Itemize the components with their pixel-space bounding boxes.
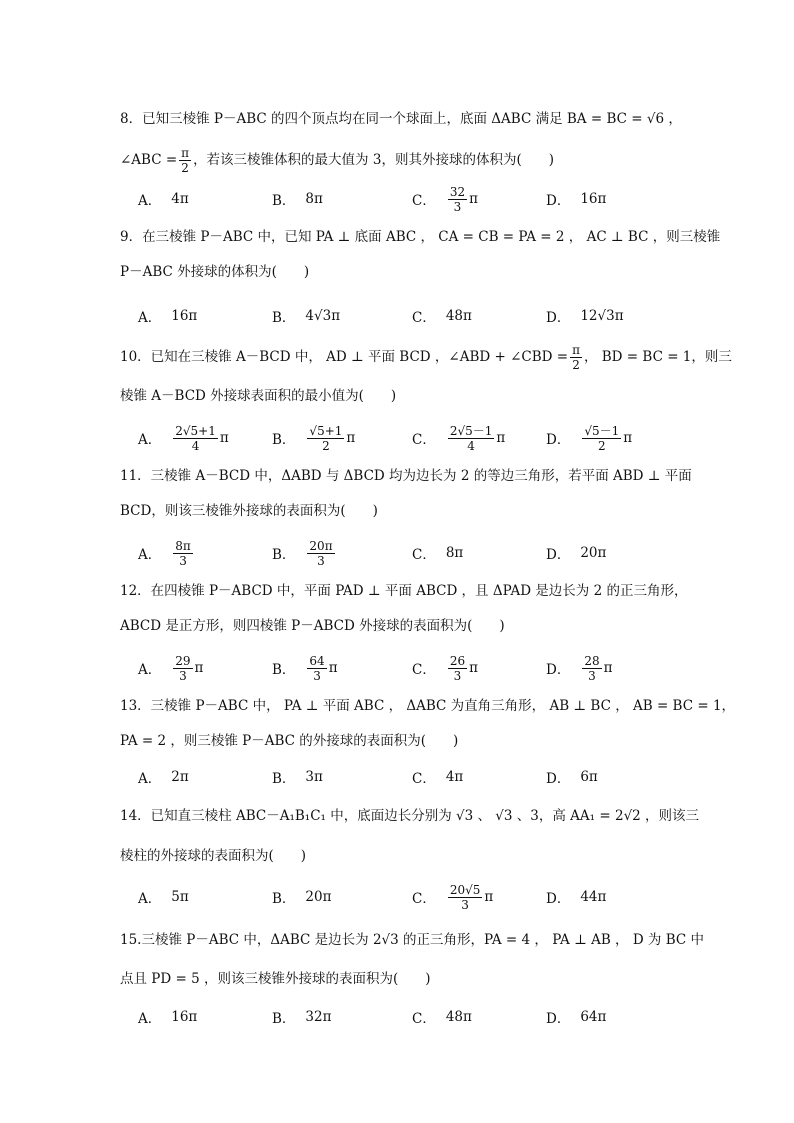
frac-num: √5+1 xyxy=(309,423,343,438)
frac-den: 3 xyxy=(453,199,462,214)
frac-num: 28 xyxy=(584,653,600,668)
frac-den: 3 xyxy=(317,553,325,568)
option-label: B． xyxy=(272,432,296,448)
option-value: 20π xyxy=(305,889,332,905)
option-suffix: π xyxy=(469,191,478,207)
option-value: 3π xyxy=(305,769,323,785)
q8-line2-pre: ∠ABC = xyxy=(120,152,178,168)
q12-option-c[interactable] xyxy=(412,651,478,685)
option-value: 16π xyxy=(171,308,198,324)
q14-option-a[interactable] xyxy=(138,880,189,914)
option-suffix: π xyxy=(469,660,478,676)
frac-den: 3 xyxy=(179,668,187,683)
option-label: D． xyxy=(546,662,571,678)
q12-option-b[interactable] xyxy=(272,651,338,685)
q11-options xyxy=(138,536,698,570)
q11-line2: BCD，则该三棱锥外接球的表面积为( ) xyxy=(120,503,378,519)
frac-den: 2 xyxy=(572,358,580,372)
q10-line2: 棱锥 A－BCD 外接球表面积的最小值为( ) xyxy=(120,388,397,404)
q15-option-b[interactable] xyxy=(272,1000,331,1034)
q15-line2: 点且 PD = 5 ，则该三棱锥外接球的表面积为( ) xyxy=(120,971,431,987)
option-value: 5π xyxy=(171,889,189,905)
option-label: B． xyxy=(272,891,296,907)
q8-line2 xyxy=(120,146,698,175)
q11-option-a[interactable] xyxy=(138,536,195,570)
option-value: 4√3π xyxy=(305,308,341,324)
frac-num: √5－1 xyxy=(584,423,620,438)
frac-num: 26 xyxy=(449,653,466,668)
option-label: B． xyxy=(272,662,296,678)
q14-options xyxy=(138,880,698,914)
option-value: 6π xyxy=(580,769,598,785)
q15-option-d[interactable] xyxy=(546,1000,606,1034)
option-fraction xyxy=(307,654,326,683)
q13-option-a[interactable] xyxy=(138,760,189,794)
q13-options xyxy=(138,760,698,794)
q9-options xyxy=(138,299,698,333)
q11-option-c[interactable] xyxy=(412,536,463,570)
q13-line2: PA = 2 ，则三棱锥 P－ABC 的外接球的表面积为( ) xyxy=(120,733,459,749)
option-label: C． xyxy=(412,193,436,209)
q11-option-b[interactable] xyxy=(272,536,337,570)
q11-line1: 11．三棱锥 A－BCD 中，ΔABD 与 ΔBCD 均为边长为 2 的等边三角形，若平面 ABD ⊥ 平面 xyxy=(120,468,692,484)
option-label: A． xyxy=(138,432,162,448)
q9-line1: 9．在三棱锥 P－ABC 中，已知 PA ⊥ 底面 ABC ， CA = CB = PA = 2 ， AC ⊥ BC ，则三棱锥 xyxy=(120,229,721,245)
frac-num: 8π xyxy=(175,538,191,553)
frac-num: 2√5+1 xyxy=(175,423,216,438)
q8-angle-fraction xyxy=(179,146,191,175)
option-label: D． xyxy=(546,432,571,448)
frac-den: 2 xyxy=(181,161,189,175)
q10-option-b[interactable] xyxy=(272,421,355,455)
option-suffix: π xyxy=(623,430,633,446)
frac-num: 2√5－1 xyxy=(449,423,493,438)
frac-den: 3 xyxy=(588,668,596,683)
q13-option-d[interactable] xyxy=(546,760,598,794)
option-value: 12√3π xyxy=(580,308,624,324)
option-value: 32π xyxy=(305,1009,332,1025)
frac-den: 3 xyxy=(313,668,321,683)
frac-den: 3 xyxy=(179,553,187,568)
frac-num: 32 xyxy=(449,184,466,199)
option-label: A． xyxy=(138,891,162,907)
frac-num: 29 xyxy=(175,653,191,668)
q9-option-b[interactable] xyxy=(272,299,340,333)
q15-options xyxy=(138,1000,698,1034)
q14-option-c[interactable] xyxy=(412,880,493,914)
option-suffix: π xyxy=(484,889,494,905)
frac-num: π xyxy=(181,146,190,160)
option-label: A． xyxy=(138,662,162,678)
option-label: A． xyxy=(138,310,162,326)
q9-option-d[interactable] xyxy=(546,299,624,333)
q12-option-d[interactable] xyxy=(546,651,612,685)
option-label: D． xyxy=(546,1011,571,1027)
q10-line1-post: ， BD = BC = 1，则三 xyxy=(583,349,732,365)
option-label: D． xyxy=(546,193,571,209)
q10-angle-fraction xyxy=(570,343,582,372)
option-value: 4π xyxy=(171,191,189,207)
q12-option-a[interactable] xyxy=(138,651,203,685)
option-suffix: π xyxy=(328,660,338,676)
option-label: C． xyxy=(412,310,436,326)
q15-option-c[interactable] xyxy=(412,1000,472,1034)
q8-option-b[interactable] xyxy=(272,182,323,216)
option-label: C． xyxy=(412,771,436,787)
option-label: B． xyxy=(272,547,296,563)
q12-line1: 12．在四棱锥 P－ABCD 中，平面 PAD ⊥ 平面 ABCD ，且 ΔPAD 是边长为 2 的正三角形， xyxy=(120,583,688,599)
option-fraction xyxy=(448,185,467,214)
option-label: A． xyxy=(138,1011,162,1027)
q10-line1-pre: 10．已知在三棱锥 A－BCD 中， AD ⊥ 平面 BCD ，∠ABD + ∠CBD = xyxy=(120,349,569,365)
option-fraction xyxy=(307,539,334,568)
q15-option-a[interactable] xyxy=(138,1000,197,1034)
q12-options xyxy=(138,651,698,685)
frac-den: 4 xyxy=(467,438,475,453)
option-value: 44π xyxy=(580,889,607,905)
option-fraction xyxy=(173,654,192,683)
option-suffix: π xyxy=(496,430,506,446)
option-label: D． xyxy=(546,891,571,907)
option-label: A． xyxy=(138,547,162,563)
option-value: 48π xyxy=(445,308,472,324)
q10-option-c[interactable] xyxy=(412,421,505,455)
frac-num: 64 xyxy=(309,653,325,668)
q8-line2-post: ，若该三棱锥体积的最大值为 3，则其外接球的体积为( ) xyxy=(193,152,554,168)
option-value: 20π xyxy=(580,545,607,561)
frac-num: 20√5 xyxy=(449,882,481,897)
option-label: A． xyxy=(138,771,162,787)
option-value: 2π xyxy=(171,769,189,785)
option-value: 4π xyxy=(445,769,464,785)
q8-option-a[interactable] xyxy=(138,182,189,216)
frac-den: 3 xyxy=(453,668,462,683)
q12-line2: ABCD 是正方形，则四棱锥 P－ABCD 外接球的表面积为( ) xyxy=(120,618,505,634)
q14-line1: 14．已知直三棱柱 ABC－A₁B₁C₁ 中，底面边长分别为 √3 、 √3 、3，高 AA₁ = 2√2 ，则该三 xyxy=(120,808,700,824)
option-label: C． xyxy=(412,432,436,448)
option-fraction xyxy=(582,424,621,453)
frac-den: 2 xyxy=(322,438,330,453)
option-fraction xyxy=(173,539,193,568)
frac-num: π xyxy=(572,343,580,357)
option-value: 48π xyxy=(445,1009,472,1025)
q14-line2: 棱柱的外接球的表面积为( ) xyxy=(120,848,307,864)
frac-den: 3 xyxy=(461,897,469,912)
option-label: B． xyxy=(272,310,296,326)
frac-den: 2 xyxy=(597,438,606,453)
q14-option-d[interactable] xyxy=(546,880,606,914)
option-label: B． xyxy=(272,1011,296,1027)
q9-line2: P－ABC 外接球的体积为( ) xyxy=(120,264,310,280)
option-value: 8π xyxy=(305,191,323,207)
option-label: C． xyxy=(412,662,436,678)
q14-option-b[interactable] xyxy=(272,880,331,914)
option-suffix: π xyxy=(219,430,229,446)
q13-option-c[interactable] xyxy=(412,760,463,794)
option-suffix: π xyxy=(603,660,613,676)
option-fraction xyxy=(448,654,467,683)
option-fraction xyxy=(173,424,218,453)
q10-option-d[interactable] xyxy=(546,421,632,455)
option-value: 16π xyxy=(580,191,607,207)
q10-option-a[interactable] xyxy=(138,421,229,455)
q13-line1: 13．三棱锥 P－ABC 中， PA ⊥ 平面 ABC ， ΔABC 为直角三角形， AB ⊥ BC ， AB = BC = 1， xyxy=(120,698,736,714)
q8-option-d[interactable] xyxy=(546,182,606,216)
q13-option-b[interactable] xyxy=(272,760,323,794)
frac-num: 20π xyxy=(309,538,333,553)
q9-option-a[interactable] xyxy=(138,299,197,333)
option-fraction xyxy=(448,424,495,453)
option-suffix: π xyxy=(194,660,204,676)
option-label: D． xyxy=(546,771,571,787)
option-suffix: π xyxy=(346,430,356,446)
option-fraction xyxy=(582,654,601,683)
option-label: B． xyxy=(272,771,296,787)
q10-line1 xyxy=(120,343,732,372)
q9-option-c[interactable] xyxy=(412,299,472,333)
q8-option-c[interactable] xyxy=(412,182,478,216)
q8-options xyxy=(138,182,698,216)
q10-options xyxy=(138,421,698,455)
frac-den: 4 xyxy=(191,438,200,453)
option-label: D． xyxy=(546,310,571,326)
q11-option-d[interactable] xyxy=(546,536,606,570)
q8-line1: 8．已知三棱锥 P－ABC 的四个顶点均在同一个球面上，底面 ΔABC 满足 BA = BC = √6 ， xyxy=(120,111,682,127)
option-label: C． xyxy=(412,891,436,907)
option-fraction xyxy=(307,424,344,453)
option-label: B． xyxy=(272,193,296,209)
option-fraction xyxy=(448,883,483,912)
option-label: C． xyxy=(412,1011,436,1027)
option-value: 8π xyxy=(445,545,464,561)
option-label: A． xyxy=(138,193,162,209)
option-value: 64π xyxy=(580,1009,607,1025)
q15-line1: 15.三棱锥 P－ABC 中，ΔABC 是边长为 2√3 的正三角形，PA = 4 ， PA ⊥ AB ， D 为 BC 中 xyxy=(120,932,705,948)
option-value: 16π xyxy=(171,1009,198,1025)
option-label: D． xyxy=(546,547,571,563)
option-label: C． xyxy=(412,547,436,563)
